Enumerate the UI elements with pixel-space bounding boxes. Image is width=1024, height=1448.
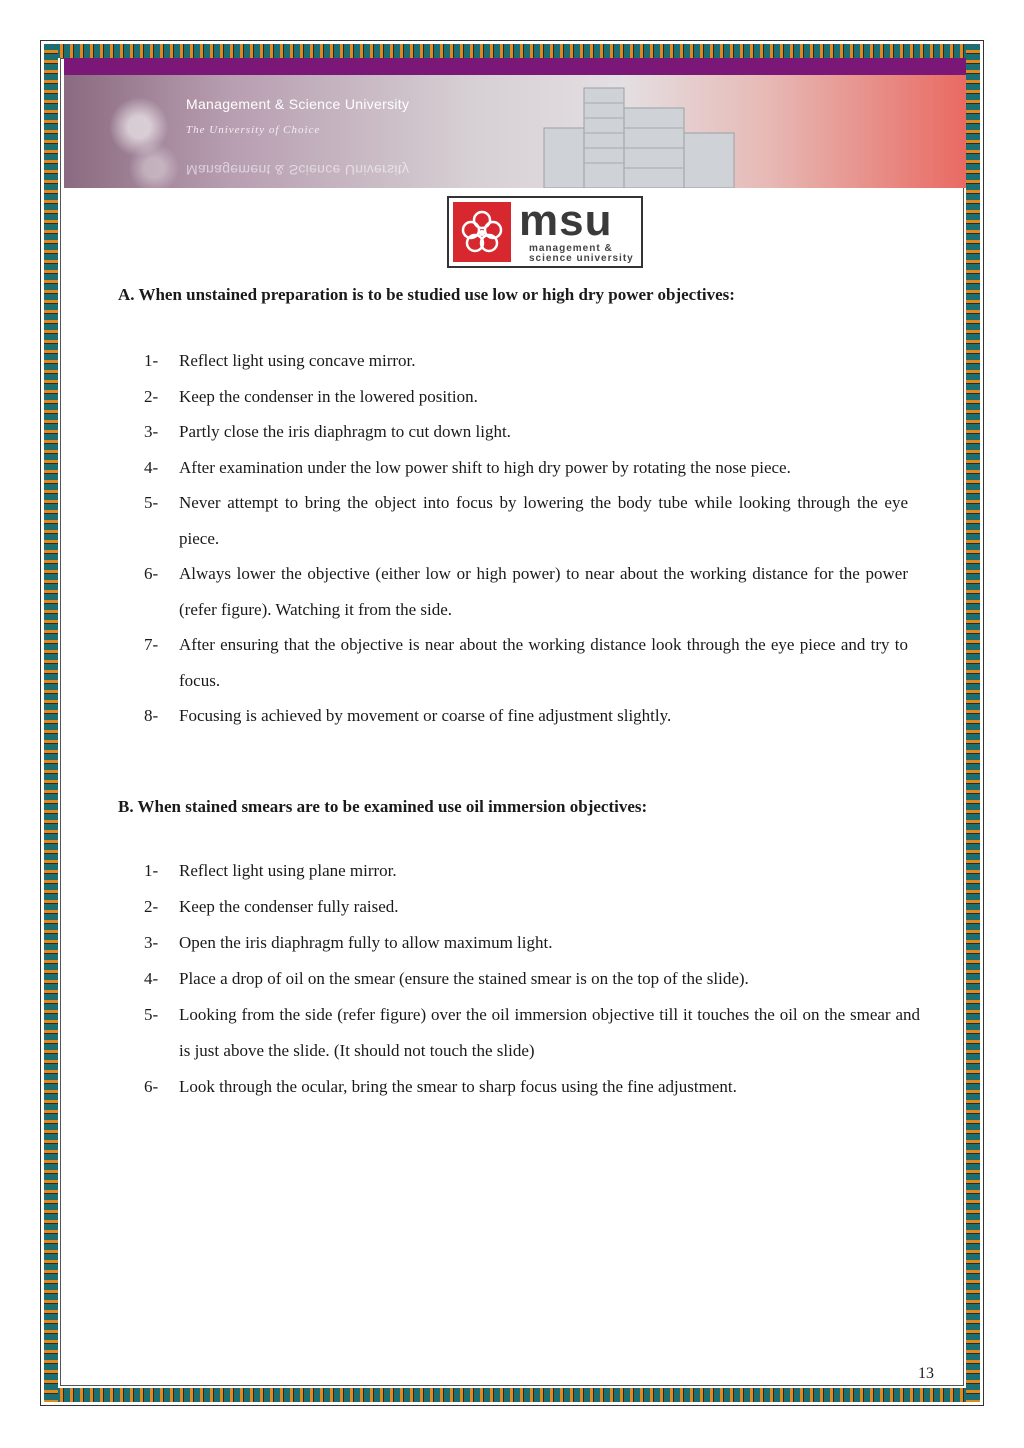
list-item xyxy=(144,961,920,997)
list-item xyxy=(144,997,920,1069)
list-item-text: Always lower the objective (either low or high power) to near about the working distance for the power (refer figure). Watching it from the side. xyxy=(179,564,908,619)
list-item-text: Place a drop of oil on the smear (ensure the stained smear is on the top of the slide). xyxy=(179,969,749,988)
list-item xyxy=(144,1069,920,1105)
list-item-text: Reflect light using plane mirror. xyxy=(179,861,397,880)
list-item-text: Keep the condenser fully raised. xyxy=(179,897,399,916)
decorative-border-bottom xyxy=(44,1388,980,1402)
banner-university-name-reflection: Management & Science University xyxy=(186,162,410,178)
list-item-number: 3- xyxy=(144,422,159,441)
list-item-number: 6- xyxy=(144,1077,159,1096)
list-item-text: After ensuring that the objective is near about the working distance look through the eye piece and try to focus. xyxy=(179,635,908,690)
decorative-border-top xyxy=(44,44,980,58)
hibiscus-logo-icon xyxy=(453,202,511,262)
list-item-text: Open the iris diaphragm fully to allow maximum light. xyxy=(179,933,553,952)
campus-building-icon xyxy=(524,78,764,188)
list-item-number: 3- xyxy=(144,933,159,952)
hibiscus-watermark-icon xyxy=(124,138,184,188)
section-a-list xyxy=(144,343,908,734)
list-item-number: 2- xyxy=(144,386,159,406)
logo-wordmark: msu xyxy=(519,196,613,245)
section-b-heading: B. When stained smears are to be examined use oil immersion objectives: xyxy=(118,797,648,816)
list-item-text: Focusing is achieved by movement or coarse of fine adjustment slightly. xyxy=(179,706,672,725)
list-item xyxy=(144,698,908,734)
msu-logo xyxy=(447,196,643,268)
list-item-number: 4- xyxy=(144,969,159,988)
list-item xyxy=(144,485,908,556)
header-banner xyxy=(64,58,966,188)
list-item-text: Reflect light using concave mirror. xyxy=(179,351,416,370)
list-item-text: Look through the ocular, bring the smear to sharp focus using the fine adjustment. xyxy=(179,1077,737,1096)
list-item-text: Never attempt to bring the object into focus by lowering the body tube while looking through the eye piece. xyxy=(179,493,908,548)
list-item xyxy=(144,853,920,889)
list-item-text: Keep the condenser in the lowered position. xyxy=(179,386,478,406)
logo-subtitle-line1: management & xyxy=(529,243,613,254)
list-item-number: 2- xyxy=(144,897,159,916)
list-item-text: After examination under the low power shift to high dry power by rotating the nose piece. xyxy=(179,457,791,477)
banner-tagline: The University of Choice xyxy=(186,124,321,136)
decorative-border-right xyxy=(966,44,980,1402)
list-item xyxy=(144,889,920,925)
list-item xyxy=(144,414,908,450)
list-item-number: 1- xyxy=(144,861,159,880)
page-number: 13 xyxy=(918,1365,934,1382)
list-item xyxy=(144,556,908,627)
logo-subtitle-line2: science university xyxy=(529,253,634,264)
list-item xyxy=(144,925,920,961)
section-b-list xyxy=(144,853,920,1105)
list-item xyxy=(144,343,908,379)
list-item-text: Partly close the iris diaphragm to cut down light. xyxy=(179,422,511,441)
list-item-number: 8- xyxy=(144,706,159,725)
list-item-text: Looking from the side (refer figure) over the oil immersion objective till it touches the oil on the smear and is just above the slide. (It should not touch the slide) xyxy=(179,1005,920,1060)
list-item xyxy=(144,379,908,415)
decorative-border-left xyxy=(44,44,58,1402)
list-item-number: 1- xyxy=(144,351,159,370)
section-a-heading: A. When unstained preparation is to be studied use low or high dry power objectives: xyxy=(118,285,735,304)
list-item xyxy=(144,627,908,698)
list-item xyxy=(144,450,908,486)
banner-purple-bar xyxy=(64,58,966,75)
list-item-number: 5- xyxy=(144,1005,159,1024)
list-item-number: 7- xyxy=(144,635,159,654)
list-item-number: 5- xyxy=(144,493,159,512)
list-item-number: 6- xyxy=(144,564,159,583)
list-item-number: 4- xyxy=(144,457,159,477)
banner-university-name: Management & Science University xyxy=(186,96,410,112)
